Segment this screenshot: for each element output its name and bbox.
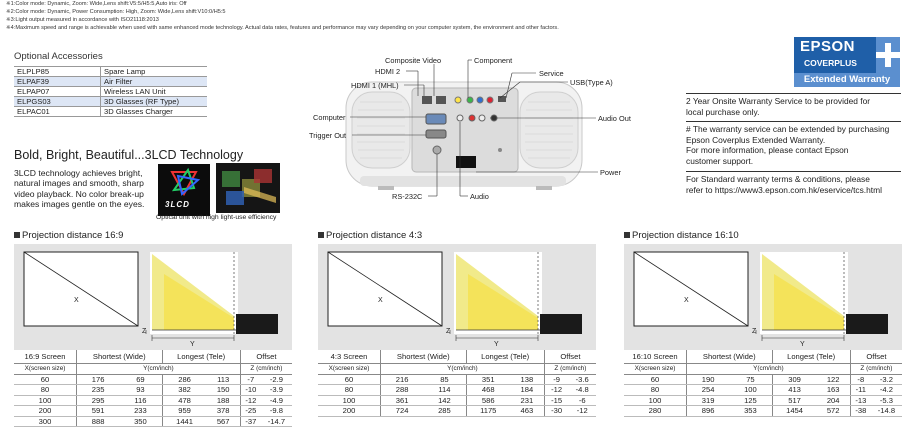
table-cell: 204 xyxy=(817,395,851,405)
table-cell: 959 xyxy=(162,406,207,416)
table-cell: -8 xyxy=(850,375,871,385)
epson-coverplus-logo xyxy=(794,37,900,89)
table-cell: 288 xyxy=(381,385,424,395)
table-cell: 142 xyxy=(423,395,466,405)
offset-header: Offset xyxy=(544,350,596,364)
port-label-power: Power xyxy=(600,168,621,177)
table-row xyxy=(14,395,292,405)
table-cell: -30 xyxy=(544,406,568,416)
table-cell: 184 xyxy=(510,385,544,395)
shortest-header: Shortest (Wide) xyxy=(687,350,773,364)
table-cell: -7 xyxy=(240,375,261,385)
table-cell: 1175 xyxy=(466,406,510,416)
table-row xyxy=(14,385,292,395)
port-label-rs232c: RS-232C xyxy=(392,192,423,201)
tech-line: video playback. No color break-up xyxy=(14,188,144,199)
longest-header: Longest (Tele) xyxy=(162,350,240,364)
table-cell: 517 xyxy=(772,395,817,405)
table-cell: -12 xyxy=(544,385,568,395)
table-cell: -2.9 xyxy=(261,375,292,385)
warranty-standard xyxy=(686,174,901,195)
table-cell: 351 xyxy=(466,375,510,385)
table-cell: 85 xyxy=(423,375,466,385)
table-cell: 80 xyxy=(624,385,687,395)
warranty-divider xyxy=(686,121,901,122)
table-cell: 896 xyxy=(687,406,730,416)
projection-diagram xyxy=(624,244,902,350)
longest-header: Longest (Tele) xyxy=(772,350,850,364)
warranty-line: For Standard warranty terms & conditions, please xyxy=(686,174,870,184)
screen-header: 4:3 Screen xyxy=(318,350,381,364)
warranty-line: refer to https://www3.epson.com.hk/eservice/tcs.html xyxy=(686,184,882,195)
table-row xyxy=(624,395,902,405)
table-cell: -25 xyxy=(240,406,261,416)
bullet-square-icon xyxy=(318,232,324,238)
plus-icon xyxy=(876,37,900,73)
warranty-line: Epson Coverplus Extended Warranty. xyxy=(686,134,826,145)
table-cell: 350 xyxy=(119,416,162,426)
table-cell: -13 xyxy=(850,395,871,405)
table-cell: 1454 xyxy=(772,406,817,416)
table-cell: 567 xyxy=(207,416,241,426)
table-cell: -6 xyxy=(568,395,596,405)
table-cell: 176 xyxy=(77,375,120,385)
table-cell: 233 xyxy=(119,406,162,416)
3lcd-logo-text: 3LCD xyxy=(165,200,190,209)
table-row xyxy=(318,385,596,395)
tech-line: natural images and smooth, sharp xyxy=(14,178,144,189)
warranty-divider xyxy=(686,171,901,172)
projection-diagram xyxy=(14,244,292,350)
svg-text:X: X xyxy=(74,297,79,304)
projection-title xyxy=(624,230,739,241)
table-cell: 319 xyxy=(687,395,730,405)
table-cell: -5.3 xyxy=(871,395,902,405)
offset-header: Offset xyxy=(240,350,292,364)
x-subheader: X(screen size) xyxy=(624,364,687,375)
accessory-desc: 3D Glasses Charger xyxy=(101,107,208,117)
longest-header: Longest (Tele) xyxy=(466,350,544,364)
epson-logo-panel xyxy=(794,37,878,73)
table-cell: 163 xyxy=(817,385,851,395)
table-cell: 591 xyxy=(77,406,120,416)
coverplus-text: COVERPLUS xyxy=(804,58,857,68)
table-cell: 138 xyxy=(510,375,544,385)
table-cell: 888 xyxy=(77,416,120,426)
warranty-onsite xyxy=(686,96,901,117)
accessory-code: ELPAF39 xyxy=(14,77,101,87)
table-cell: 382 xyxy=(162,385,207,395)
table-cell: 295 xyxy=(77,395,120,405)
z-subheader: Z (cm/inch) xyxy=(240,364,292,375)
tech-line: makes images gentle on the eyes. xyxy=(14,199,145,210)
epson-brand: EPSON xyxy=(800,38,856,55)
table-cell: 300 xyxy=(14,416,77,426)
bullet-square-icon xyxy=(624,232,630,238)
table-cell: 235 xyxy=(77,385,120,395)
table-cell: 80 xyxy=(318,385,381,395)
table-cell: 254 xyxy=(687,385,730,395)
svg-text:Y: Y xyxy=(800,341,805,348)
table-row xyxy=(624,375,902,385)
projection-table xyxy=(14,350,292,427)
accessory-desc: Air Filter xyxy=(101,77,208,87)
table-cell: 60 xyxy=(318,375,381,385)
table-cell: 413 xyxy=(772,385,817,395)
port-label-usb: USB(Type A) xyxy=(570,78,613,87)
table-cell: -3.6 xyxy=(568,375,596,385)
table-cell: 572 xyxy=(817,406,851,416)
table-cell: -12 xyxy=(568,406,596,416)
table-cell: 231 xyxy=(510,395,544,405)
table-cell: 100 xyxy=(318,395,381,405)
bullet-square-icon xyxy=(14,232,20,238)
y-subheader: Y(cm/inch) xyxy=(77,364,241,375)
table-cell: 122 xyxy=(817,375,851,385)
table-cell: 100 xyxy=(624,395,687,405)
table-row xyxy=(318,395,596,405)
table-cell: 190 xyxy=(687,375,730,385)
table-cell: 116 xyxy=(119,395,162,405)
table-cell: -9 xyxy=(544,375,568,385)
svg-text:X: X xyxy=(378,297,383,304)
table-cell: 1441 xyxy=(162,416,207,426)
warranty-divider xyxy=(686,93,901,94)
footnote: ※3:Light output measured in accordance with ISO21118:2013 xyxy=(6,17,159,23)
footnote: ※2:Color mode: Dynamic, Power Consumption: High, Zoom: Wide,Lens shift:V10:0/H5:5 xyxy=(6,9,226,15)
table-cell: 80 xyxy=(14,385,77,395)
svg-text:X: X xyxy=(684,297,689,304)
port-label-hdmi1: HDMI 1 (MHL) xyxy=(351,81,399,90)
x-subheader: X(screen size) xyxy=(318,364,381,375)
table-cell: 309 xyxy=(772,375,817,385)
table-cell: 286 xyxy=(162,375,207,385)
table-cell: 188 xyxy=(207,395,241,405)
port-label-hdmi2: HDMI 2 xyxy=(375,67,401,76)
table-cell: 114 xyxy=(423,385,466,395)
projection-table xyxy=(318,350,596,417)
port-label-component: Component xyxy=(474,56,513,65)
table-cell: 60 xyxy=(14,375,77,385)
y-subheader: Y(cm/inch) xyxy=(381,364,545,375)
table-cell: 724 xyxy=(381,406,424,416)
port-label-computer: Computer xyxy=(313,113,346,122)
table-row xyxy=(624,385,902,395)
table-cell: 100 xyxy=(729,385,772,395)
shortest-header: Shortest (Wide) xyxy=(381,350,467,364)
table-cell: -37 xyxy=(240,416,261,426)
projection-title-text: Projection distance 16:10 xyxy=(632,230,739,241)
screen-header: 16:10 Screen xyxy=(624,350,687,364)
projection-title-text: Projection distance 16:9 xyxy=(22,230,124,241)
table-cell: -4.2 xyxy=(871,385,902,395)
accessory-desc: Spare Lamp xyxy=(101,67,208,77)
footnote: ※1:Color mode: Dynamic, Zoom: Wide,Lens shift:V5:5/H5:5,Auto iris: Off xyxy=(6,1,187,7)
table-cell: -15 xyxy=(544,395,568,405)
y-subheader: Y(cm/inch) xyxy=(687,364,851,375)
table-cell: -10 xyxy=(240,385,261,395)
port-label-audio: Audio xyxy=(470,192,489,201)
table-cell: -3.2 xyxy=(871,375,902,385)
table-cell: -14.8 xyxy=(871,406,902,416)
table-row xyxy=(318,406,596,416)
table-cell: -14.7 xyxy=(261,416,292,426)
accessory-code: ELPAP07 xyxy=(14,87,101,97)
warranty-line: # The warranty service can be extended by purchasing xyxy=(686,124,890,134)
shortest-header: Shortest (Wide) xyxy=(77,350,163,364)
table-cell: 60 xyxy=(624,375,687,385)
port-label-composite: Composite Video xyxy=(385,56,442,65)
table-cell: -38 xyxy=(850,406,871,416)
warranty-line: 2 Year Onsite Warranty Service to be provided for xyxy=(686,96,871,106)
projection-table xyxy=(624,350,902,417)
svg-text:Y: Y xyxy=(190,341,195,348)
accessory-code: ELPAC01 xyxy=(14,107,101,117)
tech-title: Bold, Bright, Beautiful...3LCD Technology xyxy=(14,148,244,162)
table-cell: 100 xyxy=(14,395,77,405)
warranty-line: customer support. xyxy=(686,155,754,166)
table-cell: 285 xyxy=(423,406,466,416)
table-row xyxy=(624,406,902,416)
table-cell: 353 xyxy=(729,406,772,416)
z-subheader: Z (cm/inch) xyxy=(850,364,902,375)
extended-warranty-text: Extended Warranty xyxy=(794,73,900,87)
table-row xyxy=(14,375,292,385)
table-cell: 468 xyxy=(466,385,510,395)
table-cell: 75 xyxy=(729,375,772,385)
accessory-code: ELPLP85 xyxy=(14,67,101,77)
table-cell: 361 xyxy=(381,395,424,405)
table-cell: 113 xyxy=(207,375,241,385)
table-cell: 93 xyxy=(119,385,162,395)
table-cell: -12 xyxy=(240,395,261,405)
projection-title xyxy=(14,230,123,241)
accessory-desc: 3D Glasses (RF Type) xyxy=(101,97,208,107)
table-cell: 216 xyxy=(381,375,424,385)
table-cell: -4.8 xyxy=(568,385,596,395)
table-cell: 150 xyxy=(207,385,241,395)
table-cell: 378 xyxy=(207,406,241,416)
footnote: ※4:Maximum speed and range is achievable when used with same enhanced mode technology. Actual data rates, features and performance may vary depending on your computer system, the environment and other factors. xyxy=(6,25,559,31)
accessories-title: Optional Accessories xyxy=(14,51,103,62)
svg-text:Y: Y xyxy=(494,341,499,348)
table-cell: 463 xyxy=(510,406,544,416)
port-label-trigger-out: Trigger Out xyxy=(309,131,347,140)
table-row xyxy=(14,416,292,426)
optical-unit-caption: Optical unit with high light-use efficiency xyxy=(156,214,277,221)
warranty-line: local purchase only. xyxy=(686,106,760,117)
table-cell: 125 xyxy=(729,395,772,405)
port-label-audio-out: Audio Out xyxy=(598,114,631,123)
z-subheader: Z (cm/inch) xyxy=(544,364,596,375)
svg-text:Z: Z xyxy=(446,328,451,335)
screen-header: 16:9 Screen xyxy=(14,350,77,364)
accessory-code: ELPGS03 xyxy=(14,97,101,107)
table-row xyxy=(14,406,292,416)
table-cell: 69 xyxy=(119,375,162,385)
table-cell: 200 xyxy=(318,406,381,416)
table-cell: -9.8 xyxy=(261,406,292,416)
warranty-line: For more information, please contact Epson xyxy=(686,145,849,156)
svg-text:Z: Z xyxy=(752,328,757,335)
table-cell: 280 xyxy=(624,406,687,416)
warranty-extension xyxy=(686,124,901,166)
offset-header: Offset xyxy=(850,350,902,364)
table-cell: 478 xyxy=(162,395,207,405)
projection-title xyxy=(318,230,422,241)
accessory-desc: Wireless LAN Unit xyxy=(101,87,208,97)
tech-line: 3LCD technology achieves bright, xyxy=(14,168,143,178)
projection-title-text: Projection distance 4:3 xyxy=(326,230,423,241)
table-cell: -11 xyxy=(850,385,871,395)
table-cell: -4.9 xyxy=(261,395,292,405)
projection-diagram xyxy=(318,244,596,350)
table-cell: 586 xyxy=(466,395,510,405)
port-label-service: Service xyxy=(539,69,564,78)
svg-text:Z: Z xyxy=(142,328,147,335)
table-row xyxy=(318,375,596,385)
x-subheader: X(screen size) xyxy=(14,364,77,375)
table-cell: 200 xyxy=(14,406,77,416)
table-cell: -3.9 xyxy=(261,385,292,395)
